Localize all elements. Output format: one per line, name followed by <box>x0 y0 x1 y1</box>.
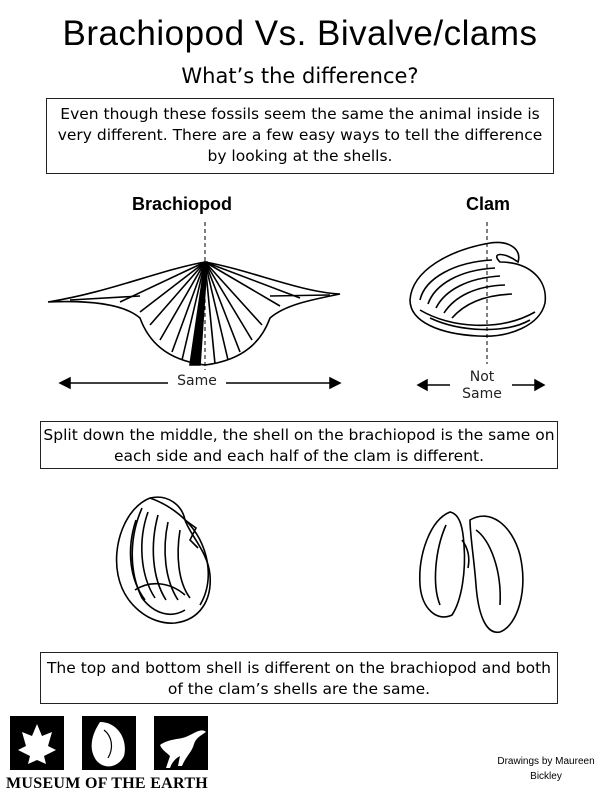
symmetry-text-box: Split down the middle, the shell on the brachiopod is the same on each side and each half of the clam is different. <box>40 421 558 469</box>
clam-front-drawing <box>410 242 545 336</box>
not-same-label: Not Same <box>456 369 508 403</box>
page-subtitle: What’s the difference? <box>181 64 419 88</box>
museum-logos <box>10 716 208 770</box>
brachiopod-front-drawing <box>48 262 340 365</box>
page-title: Brachiopod Vs. Bivalve/clams <box>62 14 538 53</box>
museum-name: MUSEUM OF THE EARTH <box>6 775 209 792</box>
drawings-credit: Drawings by Maureen Bickley <box>497 756 595 782</box>
brachiopod-label: Brachiopod <box>132 194 233 214</box>
same-label: Same <box>170 373 224 389</box>
intro-text-box: Even though these fossils seem the same the animal inside is very different. There are a few easy ways to tell the difference by looking at the shells. <box>46 98 554 174</box>
shells-text-box: The top and bottom shell is different on the brachiopod and both of the clam’s shells are the same. <box>40 652 558 704</box>
clam-side-drawing <box>420 512 523 632</box>
clam-label: Clam <box>466 194 511 214</box>
brachiopod-side-drawing <box>117 497 211 623</box>
